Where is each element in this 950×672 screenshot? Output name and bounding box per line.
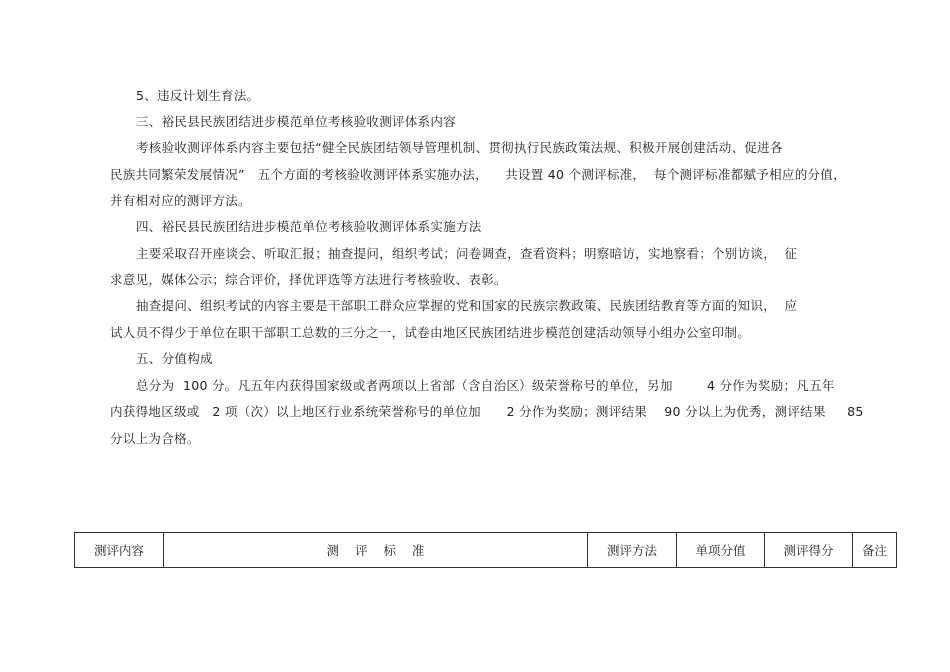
evaluation-table <box>74 532 897 568</box>
text-line: 求意见，媒体公示；综合评价，择优评选等方法进行考核验收、表彰。 <box>110 272 507 287</box>
text-line: 总分为 100 分。凡五年内获得国家级或者两项以上省部（含自治区）级荣誉称号的单位，另加 4 分作为奖励；凡五年 <box>136 378 835 393</box>
table-header-row <box>75 533 897 568</box>
section-heading: 五、分值构成 <box>136 351 213 366</box>
text-line: 内获得地区级或 2 项（次）以上地区行业系统荣誉称号的单位加 2 分作为奖励；测评结果 90 分以上为优秀，测评结果 85 <box>110 404 864 419</box>
text-line: 试人员不得少于单位在职干部职工总数的三分之一，试卷由地区民族团结进步模范创建活动领导小组办公室印制。 <box>110 325 751 340</box>
table-header-cell: 测 评 标 准 <box>164 533 588 568</box>
text-line: 抽查提问、组织考试的内容主要是干部职工群众应掌握的党和国家的民族宗教政策、民族团结教育等方面的知识， 应 <box>136 298 798 313</box>
text-line: 民族共同繁荣发展情况” 五个方面的考核验收测评体系实施办法， 共设置 40 个测评标准， 每个测评标准都赋予相应的分值， <box>110 167 846 182</box>
table-header-cell: 单项分值 <box>677 533 765 568</box>
text-line: 5、违反计划生育法。 <box>136 88 260 103</box>
section-heading: 四、裕民县民族团结进步模范单位考核验收测评体系实施方法 <box>136 219 482 234</box>
text-line: 分以上为合格。 <box>110 431 200 446</box>
table-header-cell: 测评内容 <box>75 533 164 568</box>
table-header-cell: 测评得分 <box>765 533 853 568</box>
section-heading: 三、裕民县民族团结进步模范单位考核验收测评体系内容 <box>136 114 457 129</box>
table-header-cell: 测评方法 <box>588 533 677 568</box>
text-line: 并有相对应的测评方法。 <box>110 193 251 208</box>
text-line: 主要采取召开座谈会、听取汇报；抽查提问，组织考试；问卷调查，查看资料；明察暗访，实地察看；个别访谈， 征 <box>136 246 798 261</box>
text-line: 考核验收测评体系内容主要包括“健全民族团结领导管理机制、贯彻执行民族政策法规、积极开展创建活动、促进各 <box>136 140 783 155</box>
table-header-cell: 备注 <box>853 533 897 568</box>
